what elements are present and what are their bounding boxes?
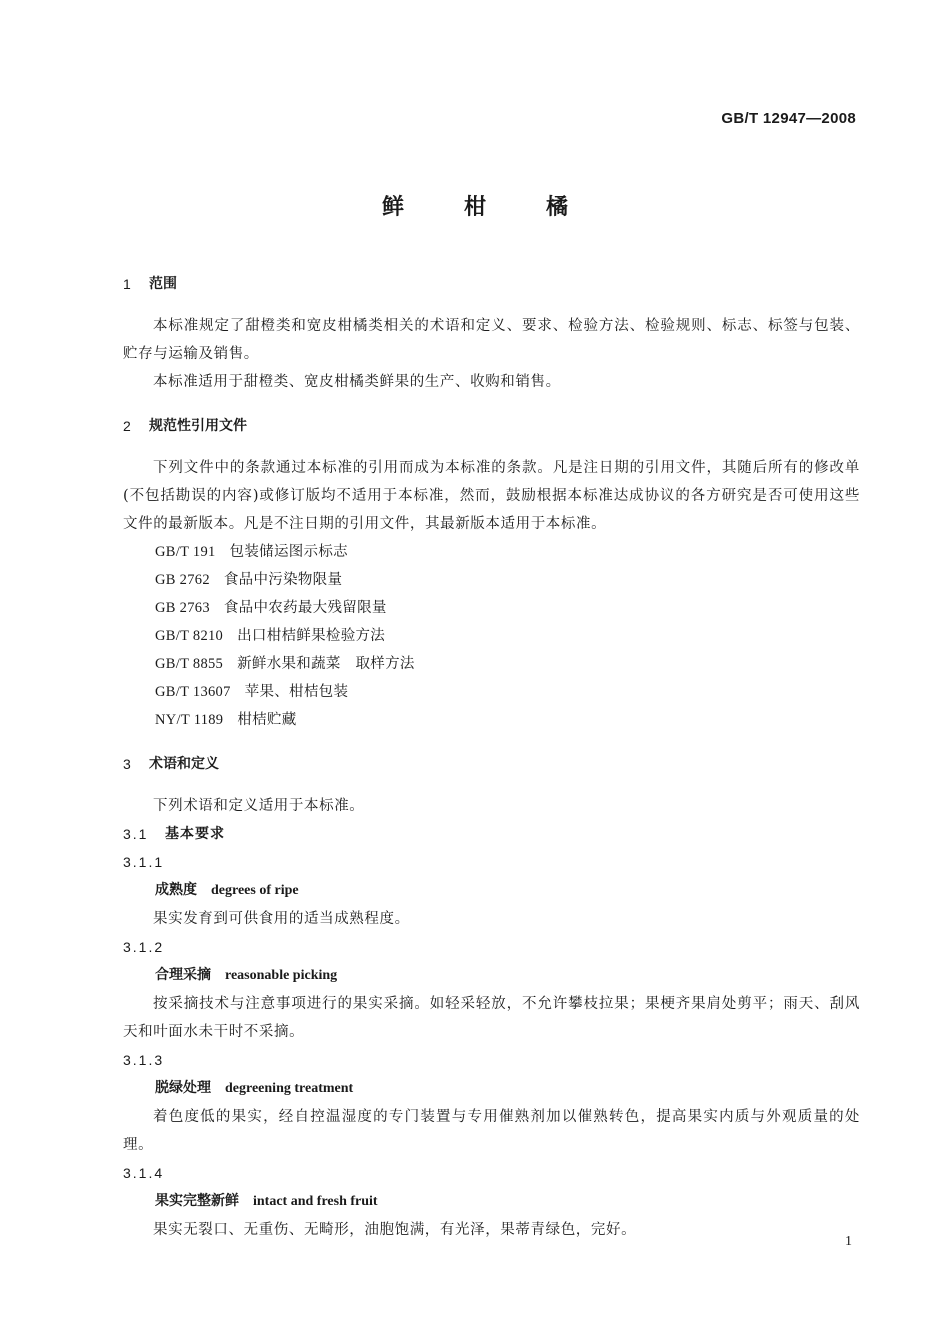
term-english: reasonable picking: [225, 968, 338, 983]
reference-item: [123, 650, 860, 678]
page-number: 1: [845, 1234, 852, 1249]
reference-name: 苹果、柑桔包装: [244, 684, 349, 700]
reference-code: GB/T 8210: [155, 628, 224, 644]
reference-item: [123, 706, 860, 734]
term-number: 3.1.4: [123, 1165, 165, 1181]
term-entry: [123, 1074, 860, 1103]
section-title: 范围: [149, 276, 177, 292]
standard-code: GB/T 12947—2008: [721, 110, 856, 127]
term-definition: 按采摘技术与注意事项进行的果实采摘。如轻采轻放，不允许攀枝拉果；果梗齐果肩处剪平；雨天、刮风天和叶面水未干时不采摘。: [123, 996, 860, 1040]
section-number: 1: [123, 276, 131, 292]
term-definition: 果实发育到可供食用的适当成熟程度。: [153, 911, 410, 927]
reference-name: 柑桔贮藏: [237, 712, 297, 728]
reference-code: GB 2763: [155, 600, 210, 616]
reference-item: [123, 678, 860, 706]
term-chinese: 脱绿处理: [155, 1080, 211, 1096]
paragraph: 本标准适用于甜橙类、宽皮柑橘类鲜果的生产、收购和销售。: [153, 374, 561, 390]
term-chinese: 果实完整新鲜: [155, 1193, 239, 1209]
reference-code: GB 2762: [155, 572, 210, 588]
reference-item: [123, 566, 860, 594]
reference-item: [123, 594, 860, 622]
reference-name: 出口柑桔鲜果检验方法: [237, 628, 386, 644]
section-heading-normative-references: [123, 412, 860, 440]
term-chinese: 合理采摘: [155, 967, 211, 983]
section-number: 3: [123, 756, 131, 772]
section-title: 术语和定义: [149, 756, 219, 772]
term-entry: [123, 1187, 860, 1216]
clause-number: 3.1: [123, 826, 149, 842]
section-heading-terms-definitions: [123, 750, 860, 778]
document-title: 鲜柑橘: [381, 195, 628, 220]
term-number: 3.1.3: [123, 1052, 165, 1068]
section-heading-scope: [123, 270, 860, 298]
term-chinese: 成熟度: [155, 882, 197, 898]
reference-code: GB/T 191: [155, 544, 216, 560]
reference-name: 包装储运图示标志: [229, 544, 348, 560]
term-definition: 果实无裂口、无重伤、无畸形，油胞饱满，有光泽，果蒂青绿色，完好。: [153, 1222, 637, 1238]
paragraph: 下列文件中的条款通过本标准的引用而成为本标准的条款。凡是注日期的引用文件，其随后所有的修改单(不包括勘误的内容)或修订版均不适用于本标准，然而，鼓励根据本标准达成协议的各方研究是否可使用这些文件的最新版本。凡是不注日期的引用文件，其最新版本适用于本标准。: [123, 460, 860, 532]
document-body: [123, 270, 860, 1244]
term-english: intact and fresh fruit: [253, 1194, 378, 1209]
term-entry: [123, 876, 860, 905]
reference-code: GB/T 13607: [155, 684, 231, 700]
term-entry: [123, 961, 860, 990]
term-definition: 着色度低的果实，经自控温湿度的专门装置与专用催熟剂加以催熟转色，提高果实内质与外观质量的处理。: [123, 1109, 860, 1153]
term-number: 3.1.1: [123, 854, 165, 870]
paragraph: 本标准规定了甜橙类和宽皮柑橘类相关的术语和定义、要求、检验方法、检验规则、标志、标签与包装、贮存与运输及销售。: [123, 318, 860, 362]
section-title: 规范性引用文件: [149, 418, 247, 434]
reference-name: 新鲜水果和蔬菜 取样方法: [237, 656, 415, 672]
section-number: 2: [123, 418, 131, 434]
reference-item: [123, 538, 860, 566]
reference-name: 食品中污染物限量: [223, 572, 343, 588]
paragraph: 下列术语和定义适用于本标准。: [153, 798, 365, 814]
reference-item: [123, 622, 860, 650]
term-english: degrees of ripe: [211, 883, 299, 898]
clause-title: 基本要求: [165, 826, 225, 842]
reference-code: GB/T 8855: [155, 656, 224, 672]
reference-name: 食品中农药最大残留限量: [223, 600, 387, 616]
subclause-heading: [123, 820, 860, 848]
term-english: degreening treatment: [225, 1081, 354, 1096]
term-number: 3.1.2: [123, 939, 165, 955]
reference-code: NY/T 1189: [155, 712, 224, 728]
